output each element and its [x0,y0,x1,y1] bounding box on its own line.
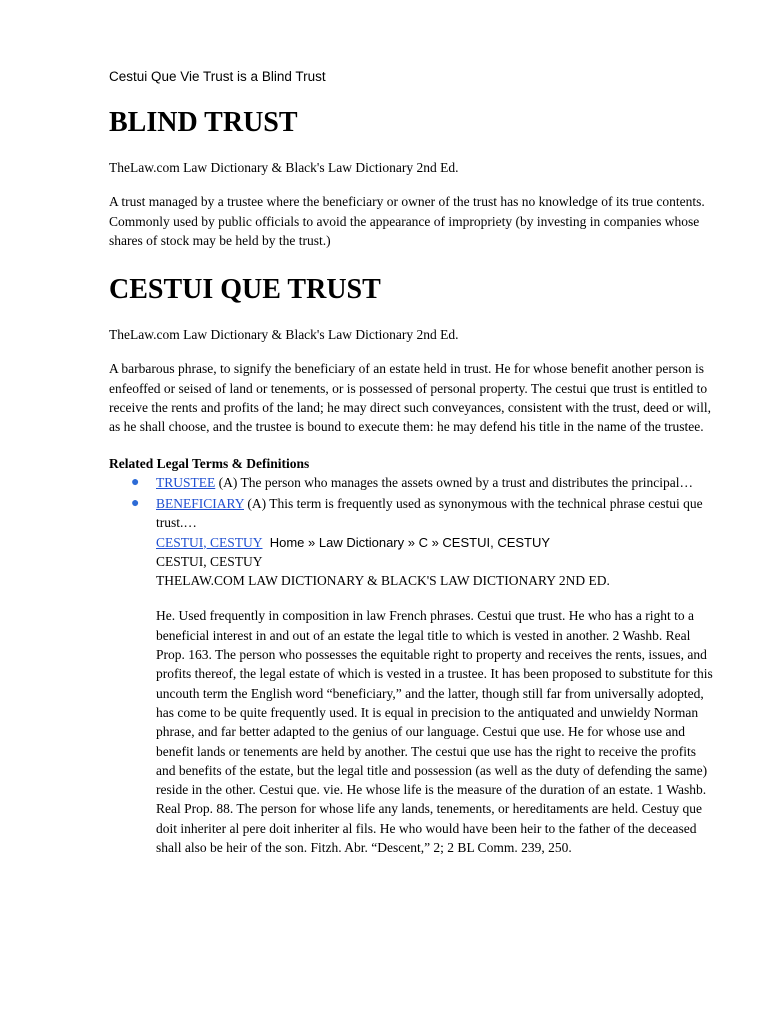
cestui-que-trust-heading: CESTUI QUE TRUST [109,274,381,306]
blind-trust-definition: A trust managed by a trustee where the beneficiary or owner of the trust has no knowledge of its true contents. Commonly used by public officials to avoid the appearance of impropriety (by investing in companies whose shares of stock may be held by the trust.) [109,194,705,248]
trustee-snippet: (A) The person who manages the assets owned by a trust and distributes the principal… [215,474,694,490]
related-terms-list [109,473,714,591]
beneficiary-link[interactable]: BENEFICIARY [156,495,245,511]
beneficiary-snippet: (A) This term is frequently used as synonymous with the technical phrase cestui que trust.… [156,495,703,531]
related-terms-heading: Related Legal Terms & Definitions [109,455,310,471]
trustee-link[interactable]: TRUSTEE [156,474,216,490]
document-top-title: Cestui Que Vie Trust is a Blind Trust [109,69,326,84]
cestui-que-trust-definition: A barbarous phrase, to signify the beneficiary of an estate held in trust. He for whose benefit another person is enfeoffed or seised of land or tenements, or is possessed of personal property. The cestui que trust is entitled to receive the rents and profits of the land; he may direct such conveyances, consistent with the trust, deed or will, as he shall choose, and the trustee is bound to execute them: he may defend his title in the name of the trustee. [109,361,712,435]
cestui-cestuy-link[interactable]: CESTUI, CESTUY [156,534,263,550]
document-page [109,68,714,857]
cestui-que-trust-source: TheLaw.com Law Dictionary & Black's Law Dictionary 2nd Ed. [109,327,459,343]
bullet-dot-icon: ● [131,495,140,511]
list-item [131,494,714,590]
blind-trust-heading: BLIND TRUST [109,107,298,138]
list-item [131,473,714,492]
cestui-cestuy-definition: He. Used frequently in composition in law French phrases. Cestui que trust. He who has a right to a beneficial interest in and out of an estate the legal title to which is vested in another. 2 Washb. Real Prop. 163. The person who possesses the equitable right to property and receives the rents, issues, and profits thereof, the legal estate of which is vested in a trustee. It has been proposed to substitute for this uncouth term the English word “beneficiary,” and the latter, though still far from universally adopted, has come to be quite frequently used. It is equal in precision to the antiquated and unwieldy Norman phrase, and far better adapted to the genius of our language. Cestui que use. He for whose use and benefit lands or tenements are held by another. The cestui que use has the right to receive the profits and benefits of the estate, but the legal title and possession (as well as the duty of defending the same) reside in the other. Cestui que. vie. He whose life is the measure of the duration of an estate. 1 Washb. Real Prop. 88. The person for whose life any lands, tenements, or hereditaments are held. Cestuy que doit inheriter al pere doit inheriter al fils. He who would have been heir to the father of the deceased shall also be heir of the son. Fitzh. Abr. “Descent,” 2; 2 BL Comm. 239, 250. [156,608,713,856]
bullet-dot-icon: ● [131,474,140,490]
cestui-cestuy-source: THELAW.COM LAW DICTIONARY & BLACK'S LAW DICTIONARY 2ND ED. [156,573,610,589]
cestui-cestuy-line [156,533,714,552]
breadcrumb: Home » Law Dictionary » C » CESTUI, CESTUY [262,534,551,550]
cestui-cestuy-term: CESTUI, CESTUY [156,553,263,569]
blind-trust-source: TheLaw.com Law Dictionary & Black's Law Dictionary 2nd Ed. [109,160,459,175]
